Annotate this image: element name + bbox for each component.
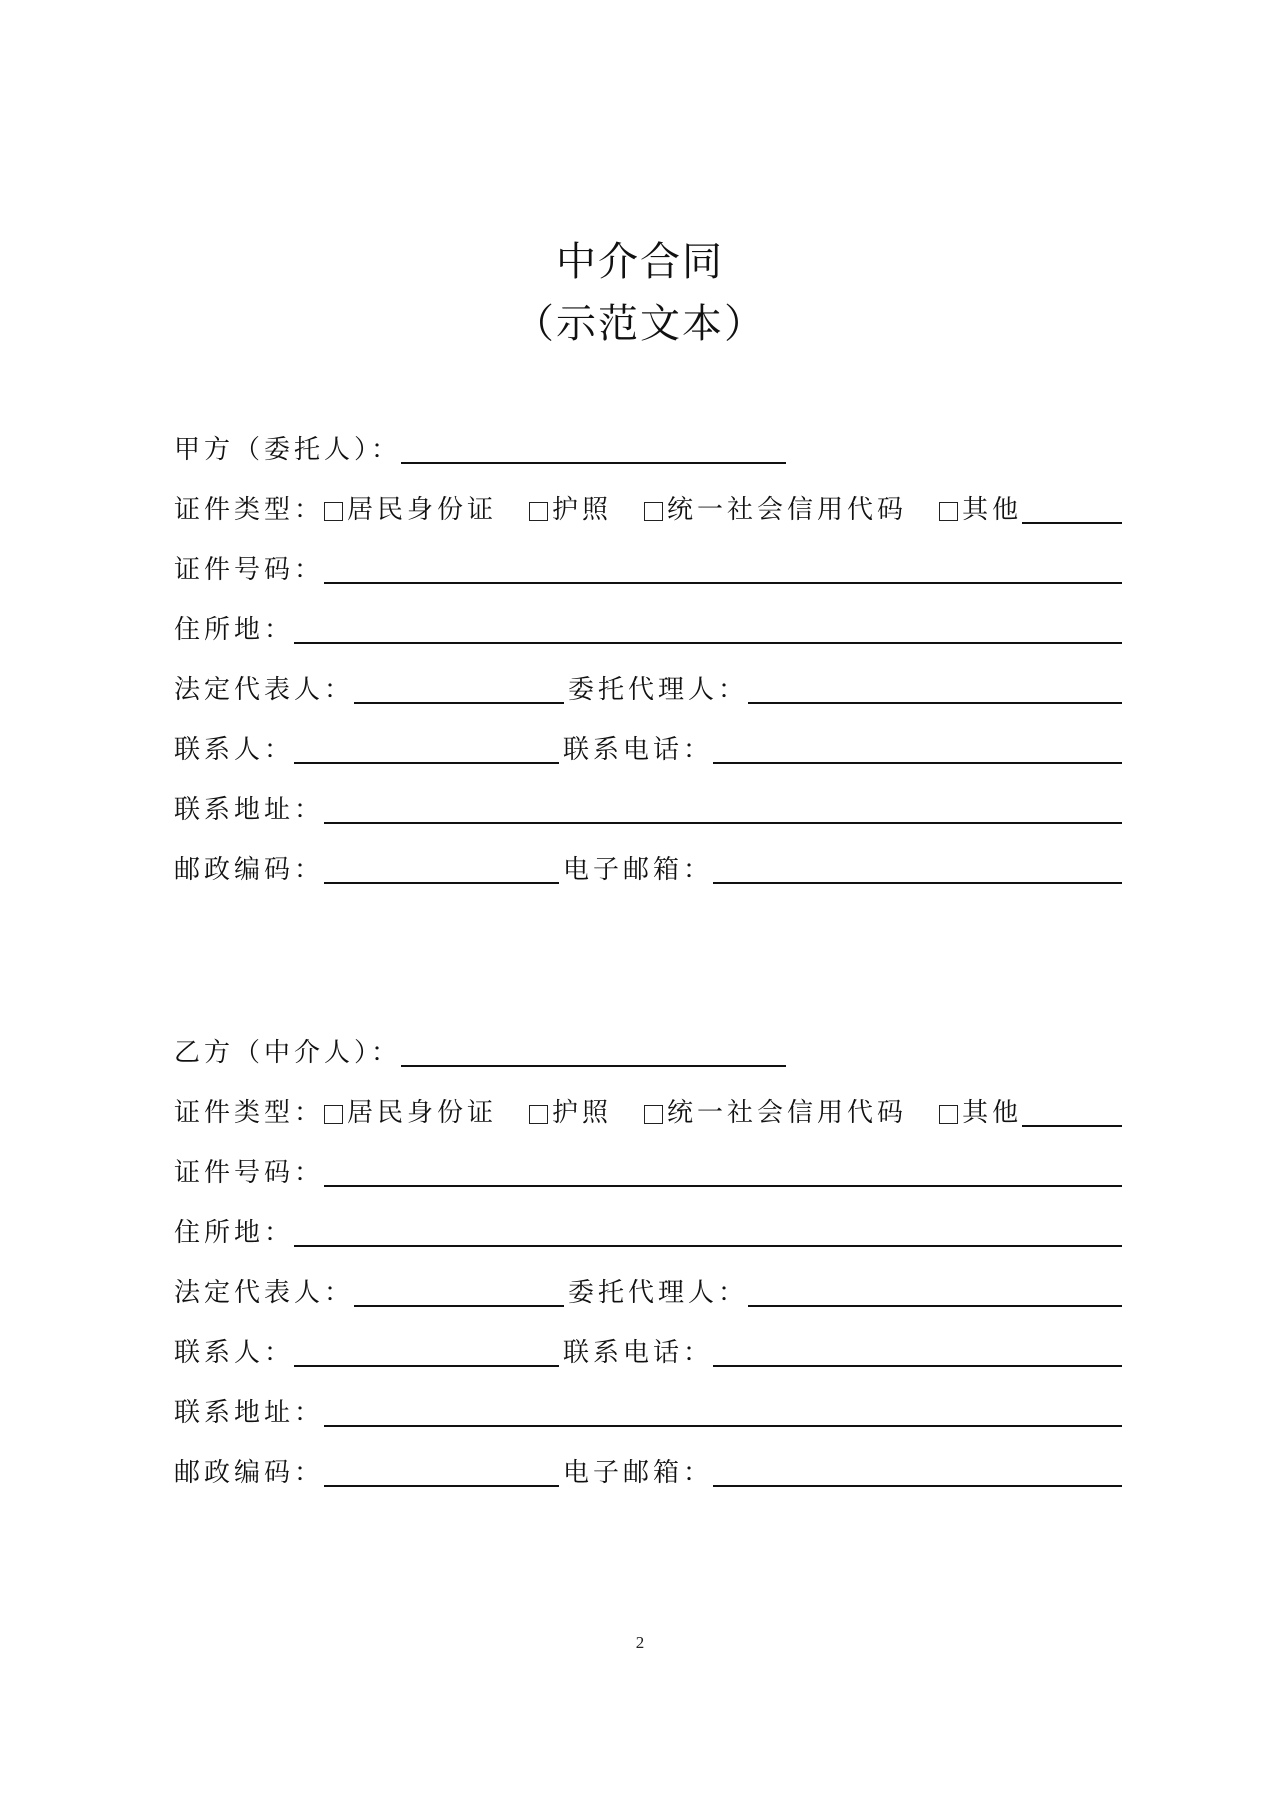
party-b-option-credit-code[interactable]: 统一社会信用代码: [644, 1093, 907, 1133]
party-b-contact-label: 联系人：: [174, 1338, 295, 1368]
party-b-email-label: 电子邮箱：: [563, 1458, 714, 1488]
party-a-id-number-label: 证件号码：: [174, 555, 325, 585]
checkbox-icon[interactable]: [939, 1105, 958, 1124]
party-b-id-type-label: 证件类型：: [174, 1098, 325, 1128]
checkbox-icon[interactable]: [324, 502, 343, 521]
party-a-legal-rep-field[interactable]: [354, 702, 564, 704]
party-b-name-field[interactable]: [401, 1065, 786, 1067]
party-b-legal-rep-label: 法定代表人：: [174, 1278, 355, 1308]
party-a-email-field[interactable]: [713, 882, 1122, 884]
document-subtitle: （示范文本）: [514, 301, 766, 347]
party-a-postcode-label: 邮政编码：: [174, 855, 325, 885]
party-a-id-number-field[interactable]: [324, 582, 1122, 584]
party-b-id-number-field[interactable]: [324, 1185, 1122, 1187]
party-a-postcode-field[interactable]: [324, 882, 559, 884]
checkbox-icon[interactable]: [529, 1105, 548, 1124]
party-b-phone-field[interactable]: [713, 1365, 1122, 1367]
party-a-option-credit-code[interactable]: 统一社会信用代码: [644, 490, 907, 530]
party-a-email-label: 电子邮箱：: [563, 855, 714, 885]
party-a-address-label: 联系地址：: [174, 795, 325, 825]
party-a-heading-row: [174, 410, 1122, 470]
party-b-heading-row: [174, 1013, 1122, 1073]
party-b-phone-label: 联系电话：: [563, 1338, 714, 1368]
party-a-id-type-row: [174, 470, 1122, 530]
party-b-postcode-label: 邮政编码：: [174, 1458, 325, 1488]
party-b-contact-row: [174, 1313, 1122, 1373]
party-a-option-passport[interactable]: 护照: [529, 490, 612, 530]
party-b-heading: 乙方（中介人）：: [174, 1038, 402, 1068]
page-number: 2: [635, 1633, 645, 1652]
document-title: 中介合同: [556, 239, 724, 285]
party-a-id-number-row: [174, 530, 1122, 590]
party-a-section: [174, 410, 1122, 890]
party-b-agent-label: 委托代理人：: [568, 1278, 749, 1308]
party-b-residence-row: [174, 1193, 1122, 1253]
party-b-section: [174, 1013, 1122, 1493]
party-a-phone-label: 联系电话：: [563, 735, 714, 765]
checkbox-icon[interactable]: [644, 1105, 663, 1124]
party-b-option-passport[interactable]: 护照: [529, 1093, 612, 1133]
party-a-option-other[interactable]: 其他: [939, 490, 1022, 530]
party-b-id-type-row: [174, 1073, 1122, 1133]
party-a-contact-label: 联系人：: [174, 735, 295, 765]
party-a-option-id-card[interactable]: 居民身份证: [324, 490, 497, 530]
party-b-address-row: [174, 1373, 1122, 1433]
party-b-option-id-card[interactable]: 居民身份证: [324, 1093, 497, 1133]
party-a-legal-rep-label: 法定代表人：: [174, 675, 355, 705]
party-b-postcode-field[interactable]: [324, 1485, 559, 1487]
party-a-contact-row: [174, 710, 1122, 770]
party-b-address-label: 联系地址：: [174, 1398, 325, 1428]
party-a-rep-row: [174, 650, 1122, 710]
checkbox-icon[interactable]: [644, 502, 663, 521]
checkbox-icon[interactable]: [529, 502, 548, 521]
party-b-id-number-row: [174, 1133, 1122, 1193]
party-b-legal-rep-field[interactable]: [354, 1305, 564, 1307]
party-a-agent-label: 委托代理人：: [568, 675, 749, 705]
party-a-residence-label: 住所地：: [174, 615, 295, 645]
party-a-agent-field[interactable]: [748, 702, 1122, 704]
party-a-other-field[interactable]: [1022, 522, 1122, 524]
party-a-phone-field[interactable]: [713, 762, 1122, 764]
party-b-postcode-row: [174, 1433, 1122, 1493]
party-b-contact-field[interactable]: [294, 1365, 559, 1367]
party-b-agent-field[interactable]: [748, 1305, 1122, 1307]
party-a-name-field[interactable]: [401, 462, 786, 464]
party-b-residence-label: 住所地：: [174, 1218, 295, 1248]
party-b-residence-field[interactable]: [294, 1245, 1122, 1247]
party-a-residence-row: [174, 590, 1122, 650]
party-a-heading: 甲方（委托人）：: [174, 435, 402, 465]
checkbox-icon[interactable]: [324, 1105, 343, 1124]
party-b-other-field[interactable]: [1022, 1125, 1122, 1127]
party-b-rep-row: [174, 1253, 1122, 1313]
party-b-id-number-label: 证件号码：: [174, 1158, 325, 1188]
party-b-email-field[interactable]: [713, 1485, 1122, 1487]
party-b-option-other[interactable]: 其他: [939, 1093, 1022, 1133]
party-a-residence-field[interactable]: [294, 642, 1122, 644]
party-a-address-field[interactable]: [324, 822, 1122, 824]
party-b-address-field[interactable]: [324, 1425, 1122, 1427]
checkbox-icon[interactable]: [939, 502, 958, 521]
party-a-postcode-row: [174, 830, 1122, 890]
party-a-address-row: [174, 770, 1122, 830]
party-a-contact-field[interactable]: [294, 762, 559, 764]
party-a-id-type-label: 证件类型：: [174, 495, 325, 525]
